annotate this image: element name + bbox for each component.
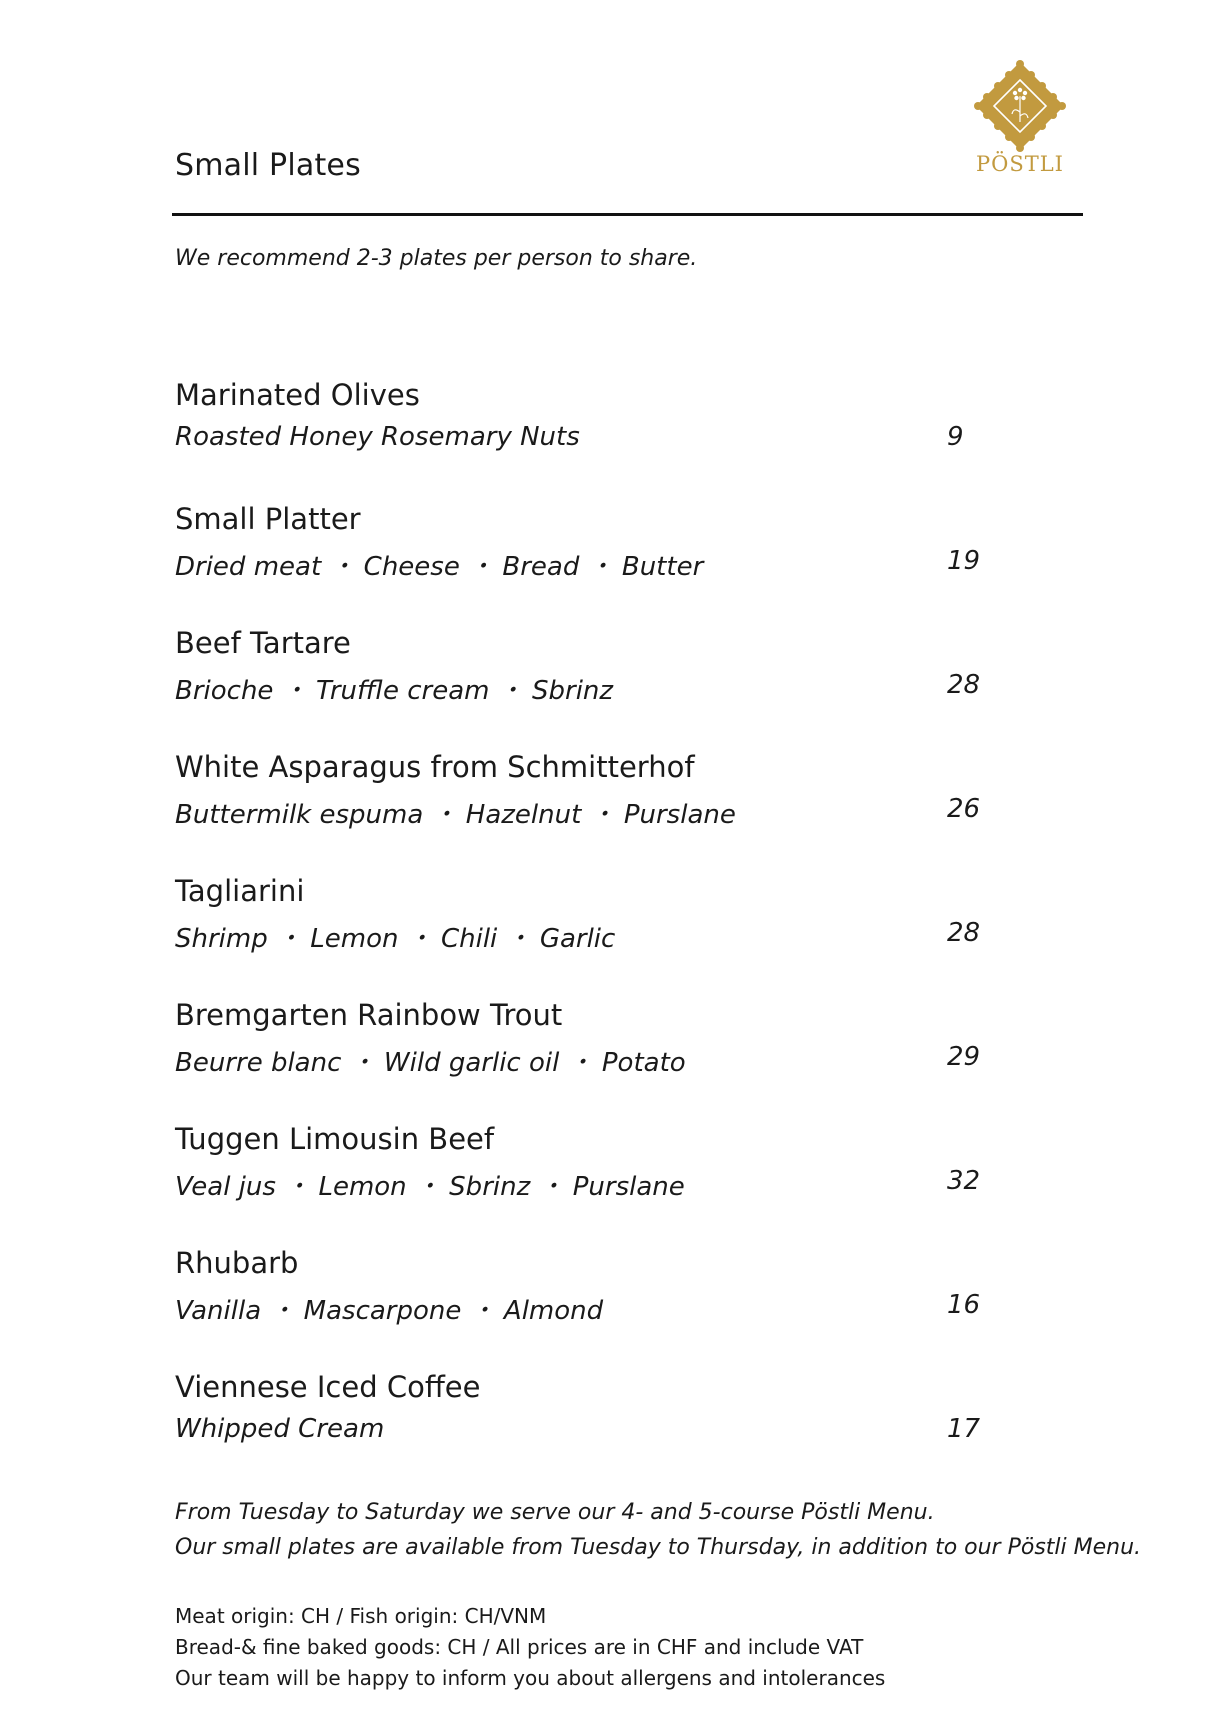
dish-name: Marinated Olives [175,378,420,412]
dish-description: Dried meat ・ Cheese ・ Bread ・ Butter [175,552,704,582]
intro-text: We recommend 2-3 plates per person to share. [175,246,698,271]
page-title: Small Plates [175,148,361,183]
origin-info: Meat origin: CH / Fish origin: CH/VNM [175,1604,547,1628]
dish-item [175,1246,1075,1370]
postli-logo [970,60,1070,180]
dish-name: Viennese Iced Coffee [175,1370,481,1404]
dish-description: Buttermilk espuma ・ Hazelnut ・ Purslane [175,800,736,830]
dish-description: Shrimp ・ Lemon ・ Chili ・ Garlic [175,924,616,954]
allergen-info: Our team will be happy to inform you about allergens and intolerances [175,1666,886,1690]
dish-price: 29 [947,1042,981,1072]
dish-name: Bremgarten Rainbow Trout [175,998,563,1032]
dish-name: Tagliarini [175,874,305,908]
dish-description: Veal jus ・ Lemon ・ Sbrinz ・ Purslane [175,1172,685,1202]
dish-price: 9 [947,422,964,452]
dish-item [175,998,1075,1122]
schedule-note: From Tuesday to Saturday we serve our 4- and 5-course Pöstli Menu. [175,1500,935,1525]
dish-name: Small Platter [175,502,361,536]
dish-price: 16 [947,1290,981,1320]
dish-name: Rhubarb [175,1246,299,1280]
logo-emblem-icon [970,60,1070,152]
dish-item [175,874,1075,998]
dish-description: Brioche ・ Truffle cream ・ Sbrinz [175,676,614,706]
dish-price: 28 [947,918,981,948]
dish-description: Vanilla ・ Mascarpone ・ Almond [175,1296,604,1326]
availability-note: Our small plates are available from Tuesday to Thursday, in addition to our Pöstli Menu. [175,1535,1142,1560]
dish-item [175,502,1075,626]
dish-price: 19 [947,546,981,576]
dish-item [175,1370,1075,1494]
dish-description: Roasted Honey Rosemary Nuts [175,422,580,452]
dish-item [175,1122,1075,1246]
dish-price: 17 [947,1414,981,1444]
dish-name: Beef Tartare [175,626,351,660]
price-info: Bread-& fine baked goods: CH / All prices are in CHF and include VAT [175,1635,864,1659]
dish-name: White Asparagus from Schmitterhof [175,750,695,784]
dish-description: Beurre blanc ・ Wild garlic oil ・ Potato [175,1048,686,1078]
dish-price: 32 [947,1166,981,1196]
dish-description: Whipped Cream [175,1414,385,1444]
dish-item [175,750,1075,874]
dish-price: 26 [947,794,981,824]
dish-price: 28 [947,670,981,700]
dish-list [175,378,1075,1494]
dish-item [175,626,1075,750]
header-divider [172,213,1083,216]
dish-name: Tuggen Limousin Beef [175,1122,495,1156]
dish-item [175,378,1075,502]
logo-text: PÖSTLI [976,152,1064,176]
